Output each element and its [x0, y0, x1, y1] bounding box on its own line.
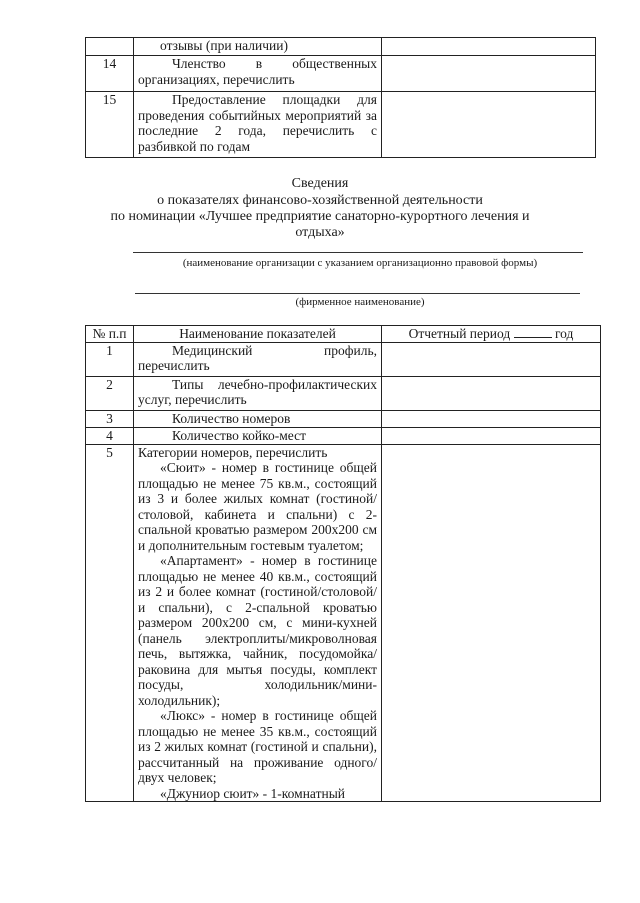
row-description: Количество номеров: [134, 410, 382, 427]
row-number: 15: [86, 92, 134, 158]
col-header-number: № п.п: [86, 326, 134, 343]
value-cell[interactable]: [382, 410, 601, 427]
table-row: [86, 376, 601, 410]
table-row: [86, 92, 596, 158]
heading-line: о показателях финансово-хозяйственной деятельности: [157, 193, 483, 208]
row-number: [86, 38, 134, 56]
col-header-period: Отчетный период год: [382, 326, 601, 343]
value-cell[interactable]: [382, 342, 601, 376]
heading-line: по номинации «Лучшее предприятие санаторно-курортного лечения и: [110, 209, 530, 224]
value-cell[interactable]: [382, 444, 601, 802]
org-name-blank-line[interactable]: [133, 252, 583, 253]
org-name-caption: (наименование организации с указанием организационно правовой формы): [182, 257, 538, 269]
table-row: [86, 444, 601, 802]
heading-line: отдыха»: [295, 225, 345, 240]
value-cell[interactable]: [382, 427, 601, 444]
table-row: [86, 342, 601, 376]
room-category-suite: «Сюит» - номер в гостинице общей площадью не менее 75 кв.м., состоящий из 3 и более жилых комнат (гостиной/столовой, кабинета и спальни) с 2-спальной кроватью размером 200х200 см и дополнительным гостевым туалетом;: [138, 460, 377, 553]
table-contest-criteria-continued: [85, 37, 596, 158]
room-category-apartment: «Апартамент» - номер в гостинице площадью не менее 40 кв.м., состоящий из 2 и более комнат (гостиной/столовой/и спальни), с 2-спальной кроватью размером 200х200 см, с мини-кухней (панель электроплиты/микроволновая печь, вытяжка, чайник, посудомойка/раковина для мытья посуды, комплект посуды, холодильник/мини-холодильник);: [138, 553, 377, 708]
table-row: [86, 38, 596, 56]
row-description: Медицинский профиль, перечислить: [134, 342, 382, 376]
row-description: [134, 444, 382, 802]
value-cell[interactable]: [382, 38, 596, 56]
value-cell[interactable]: [382, 376, 601, 410]
row-description: отзывы (при наличии): [134, 38, 382, 56]
heading-title: Сведения: [291, 176, 349, 191]
row-number: 4: [86, 427, 134, 444]
table-financial-indicators: [85, 325, 601, 802]
row-title: Категории номеров, перечислить: [138, 444, 328, 460]
row-number: 1: [86, 342, 134, 376]
row-description: Предоставление площадки для проведения событийных мероприятий за последние 2 года, перечислить с разбивкой по годам: [134, 92, 382, 158]
table-row: [86, 427, 601, 444]
room-category-lux: «Люкс» - номер в гостинице общей площадью не менее 35 кв.м., состоящий из 2 жилых комнат (гостиной и спальни), рассчитанный на проживание одного/двух человек;: [138, 708, 377, 785]
row-number: 3: [86, 410, 134, 427]
row-description: Членство в общественных организациях, перечислить: [134, 56, 382, 92]
room-category-junior-suite: «Джуниор сюит» - 1-комнатный: [160, 785, 345, 801]
value-cell[interactable]: [382, 56, 596, 92]
row-number: 5: [86, 444, 134, 802]
value-cell[interactable]: [382, 92, 596, 158]
brand-name-caption: (фирменное наименование): [295, 296, 425, 308]
row-number: 14: [86, 56, 134, 92]
row-description: Количество койко-мест: [134, 427, 382, 444]
row-description: Типы лечебно-профилактических услуг, перечислить: [134, 376, 382, 410]
table-header-row: [86, 326, 601, 343]
year-blank[interactable]: [514, 327, 552, 338]
col-header-name: Наименование показателей: [134, 326, 382, 343]
row-number: 2: [86, 376, 134, 410]
table-row: [86, 410, 601, 427]
table-row: [86, 56, 596, 92]
brand-name-blank-line[interactable]: [135, 293, 580, 294]
